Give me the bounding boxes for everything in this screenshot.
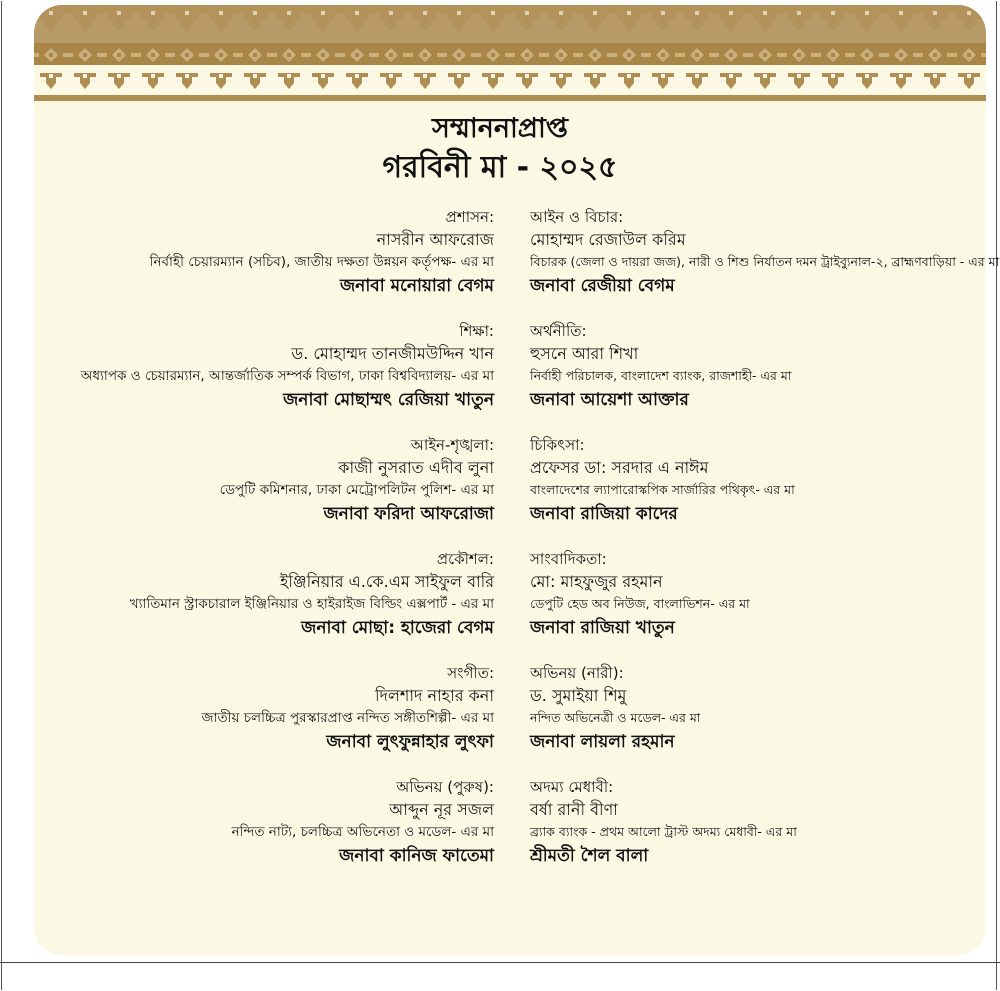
honoree-name: দিলশাদ নাহার কনা bbox=[374, 686, 494, 705]
honoree-description: অধ্যাপক ও চেয়ারম্যান, আন্তর্জাতিক সম্পর্ক বিভাগ, ঢাকা বিশ্ববিদ্যালয়- এর মা bbox=[80, 368, 494, 384]
category-label: অদম্য মেধাবী: bbox=[530, 778, 614, 796]
category-label: শিক্ষা: bbox=[459, 322, 494, 340]
honoree-entry bbox=[530, 548, 1000, 662]
honoree-description: নন্দিত নাট্য, চলচ্চিত্র অভিনেতা ও মডেল- এর মা bbox=[231, 824, 494, 840]
category-label: চিকিৎসা: bbox=[530, 436, 585, 454]
honoree-description: খ্যাতিমান স্ট্রাকচারাল ইঞ্জিনিয়ার ও হাইরাইজ বিল্ডিং এক্সপার্ট - এর মা bbox=[129, 596, 494, 612]
mother-name: জনাবা মোছাম্মৎ রেজিয়া খাতুন bbox=[283, 390, 494, 410]
mother-name: জনাবা রেজীয়া বেগম bbox=[530, 276, 675, 296]
mother-name: জনাবা কানিজ ফাতেমা bbox=[339, 846, 494, 866]
honoree-description: ডেপুটি হেড অব নিউজ, বাংলাভিশন- এর মা bbox=[530, 596, 750, 611]
right-column bbox=[530, 206, 1000, 890]
mother-name: জনাবা রাজিয়া কাদের bbox=[530, 504, 678, 524]
category-label: অভিনয় (নারী): bbox=[530, 664, 624, 682]
honoree-name: মোহাম্মদ রেজাউল করিম bbox=[530, 230, 686, 249]
honoree-entry bbox=[530, 662, 1000, 776]
honoree-name: কাজী নুসরাত এদীব লুনা bbox=[338, 458, 494, 477]
honoree-entry bbox=[14, 662, 494, 776]
honoree-entry bbox=[14, 548, 494, 662]
honoree-description: বাংলাদেশের ল্যাপারোস্কপিক সার্জারির পথিকৃৎ- এর মা bbox=[530, 482, 795, 497]
category-label: সংগীত: bbox=[447, 664, 494, 682]
category-label: প্রকৌশল: bbox=[436, 550, 494, 568]
honoree-description: নন্দিত অভিনেত্রী ও মডেল- এর মা bbox=[530, 710, 701, 725]
mother-name: শ্রীমতী শৈল বালা bbox=[530, 846, 649, 866]
mother-name: জনাবা মোছা: হাজেরা বেগম bbox=[301, 618, 494, 638]
honoree-name: ড. মোহাম্মদ তানজীমউদ্দিন খান bbox=[291, 344, 494, 363]
honoree-name: আব্দুন নূর সজল bbox=[389, 800, 494, 819]
honoree-entry bbox=[14, 206, 494, 320]
honoree-name: ইঞ্জিনিয়ার এ.কে.এম সাইফুল বারি bbox=[280, 572, 494, 591]
honoree-description: বিচারক (জেলা ও দায়রা জজ), নারী ও শিশু নির্যাতন দমন ট্রাইব্যুনাল-২, ব্রাহ্মণবাড়িয়া - এর মা bbox=[530, 254, 1000, 269]
category-label: প্রশাসন: bbox=[445, 208, 494, 226]
category-label: আইন-শৃঙ্খলা: bbox=[410, 436, 494, 454]
title-heading: সম্মাননাপ্রাপ্ত bbox=[432, 113, 568, 144]
honoree-entry bbox=[14, 320, 494, 434]
honoree-name: নাসরীন আফরোজ bbox=[376, 230, 494, 249]
honoree-description: ব্র্যাক ব্যাংক - প্রথম আলো ট্রাস্ট অদম্য মেধাবী- এর মা bbox=[530, 824, 797, 839]
category-label: অভিনয় (পুরুষ): bbox=[396, 778, 494, 796]
category-label: আইন ও বিচার: bbox=[530, 208, 624, 226]
category-label: সাংবাদিকতা: bbox=[530, 550, 607, 568]
honoree-entry bbox=[530, 206, 1000, 320]
honoree-name: বর্ষা রানী বীণা bbox=[530, 800, 618, 819]
honoree-name: প্রফেসর ডা: সরদার এ নাঈম bbox=[530, 458, 709, 477]
honoree-entry bbox=[14, 776, 494, 890]
honoree-description: নির্বাহী চেয়ারম্যান (সচিব), জাতীয় দক্ষতা উন্নয়ন কর্তৃপক্ষ- এর মা bbox=[149, 254, 494, 270]
title-subheading: গরবিনী মা - ২০২৫ bbox=[382, 150, 618, 185]
honoree-entry bbox=[530, 776, 1000, 890]
honoree-entry bbox=[530, 320, 1000, 434]
honoree-name: হুসনে আরা শিখা bbox=[530, 344, 639, 363]
honoree-description: জাতীয় চলচ্চিত্র পুরস্কারপ্রাপ্ত নন্দিত সঙ্গীতশিল্পী- এর মা bbox=[201, 710, 494, 726]
honoree-entry bbox=[14, 434, 494, 548]
mother-name: জনাবা লায়লা রহমান bbox=[530, 732, 675, 752]
honoree-name: ড. সুমাইয়া শিমু bbox=[530, 686, 627, 705]
mother-name: জনাবা মনোয়ারা বেগম bbox=[339, 276, 494, 296]
honoree-description: নির্বাহী পরিচালক, বাংলাদেশ ব্যাংক, রাজশাহী- এর মা bbox=[530, 368, 792, 383]
bottom-divider bbox=[0, 962, 1000, 963]
category-label: অর্থনীতি: bbox=[530, 322, 587, 340]
honoree-entry bbox=[530, 434, 1000, 548]
left-column bbox=[14, 206, 494, 890]
mother-name: জনাবা লুৎফুন্নাহার লুৎফা bbox=[326, 732, 494, 752]
honoree-description: ডেপুটি কমিশনার, ঢাকা মেট্রোপলিটন পুলিশ- এর মা bbox=[219, 482, 494, 498]
mother-name: জনাবা আয়েশা আক্তার bbox=[530, 390, 689, 410]
mother-name: জনাবা রাজিয়া খাতুন bbox=[530, 618, 675, 638]
title-block bbox=[0, 110, 1000, 188]
honoree-name: মো: মাহফুজুর রহমান bbox=[530, 572, 663, 591]
decorative-banner bbox=[34, 5, 986, 101]
mother-name: জনাবা ফরিদা আফরোজা bbox=[323, 504, 494, 524]
